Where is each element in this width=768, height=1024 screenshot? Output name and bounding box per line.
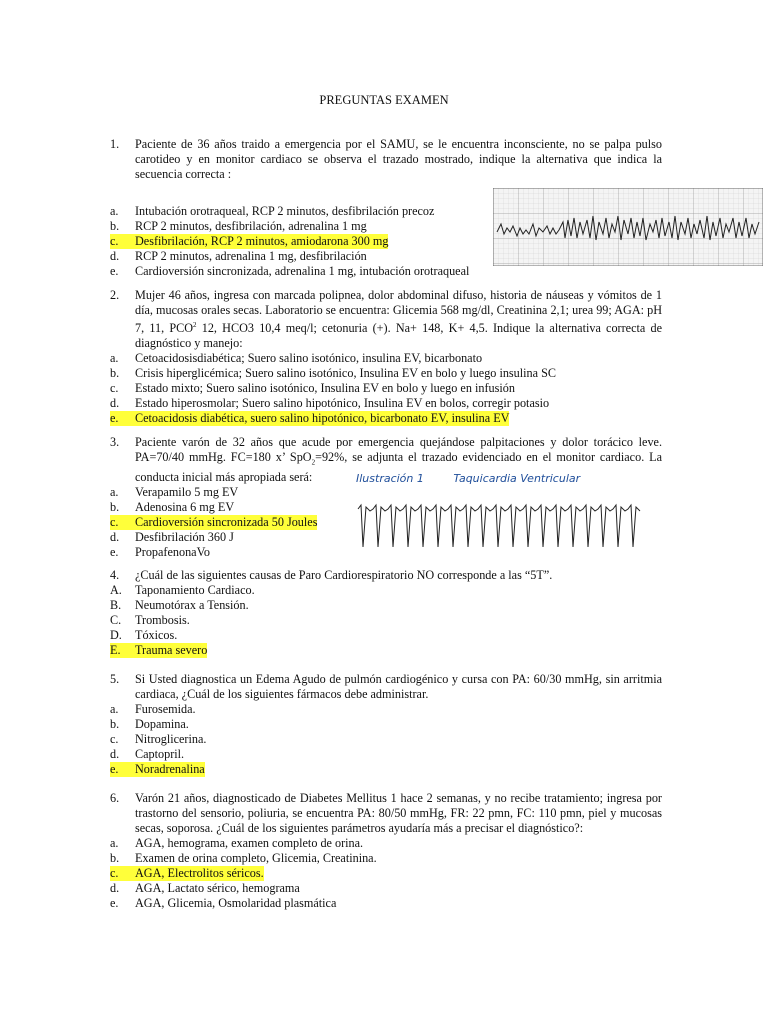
option-d: d. RCP 2 minutos, adrenalina 1 mg, desfibrilación [110,249,367,263]
question-stem: ¿Cuál de las siguientes causas de Paro Cardiorespiratorio NO corresponde a las “5T”. [135,568,553,582]
question-number: 1. [110,137,120,151]
option-b: b. Adenosina 6 mg EV [110,500,235,515]
option-c-correct: c. Desfibrilación, RCP 2 minutos, amiodarona 300 mg [110,234,389,248]
option-e: e. Cardioversión sincronizada, adrenalina 1 mg, intubación orotraqueal [110,264,470,278]
question-stem: Varón 21 años, diagnosticado de Diabetes Mellitus 1 hace 2 semanas, y no recibe tratamiento; ingresa por trastorno del sensorio, poliuria, se encuentra PA: 80/50 mmHg, FR: 22 pmn, FC: 110 pmn, piel y mucosas secas, soporosa. ¿Cuál de los siguientes parámetros ayudaría más a precisar el diagnóstico?: [135,791,662,835]
option-b: b. RCP 2 minutos, desfibrilación, adrenalina 1 mg [110,219,367,233]
option-b: b. Dopamina. [110,717,189,731]
option-a: a. Verapamilo 5 mg EV [110,485,239,500]
question-stem: Paciente de 36 años traido a emergencia por el SAMU, se le encuentra inconsciente, no se palpa pulso carotideo y en monitor cardiaco se observa el trazado mostrado, indique la alternativa que indica la secuencia correcta : [135,137,662,181]
option-a: a. Furosemida. [110,702,196,716]
option-e-correct: E. Trauma severo [110,643,208,657]
question-number: 5. [110,672,120,686]
caption-label: Ilustración 1 [356,472,424,485]
option-c-correct: c. Cardioversión sincronizada 50 Joules [110,515,318,530]
option-c-correct: c. AGA, Electrolitos séricos. [110,866,264,880]
option-d: d. AGA, Lactato sérico, hemograma [110,881,300,895]
option-d: d. Desfibrilación 360 J [110,530,234,545]
option-e: e. PropafenonaVo [110,545,210,560]
question-stem: Mujer 46 años, ingresa con marcada polipnea, dolor abdominal difuso, historia de náuseas y vómitos de 1 día, mucosas orales secas. Laboratorio se encuentra: Glicemia 568 mg/dl, Creatinina 2,1; urea 99; AGA: pH 7, 11, PCO$^2$ 12, HCO3 10,4 meq/l; cetonuria (+). Na+ 148, K+ 4,5. Indique la alternativa correcta de diagnóstico y manejo: [135,288,662,351]
option-a: a. Cetoacidosisdiabética; Suero salino isotónico, insulina EV, bicarbonato [110,351,483,366]
question-6 [110,791,662,911]
option-e: e. AGA, Glicemia, Osmolaridad plasmática [110,896,337,910]
option-e-correct: e. Noradrenalina [110,762,205,776]
question-5 [110,672,662,777]
option-b: b. Crisis hiperglicémica; Suero salino isotónico, Insulina EV en bolo y luego insulina SC [110,366,556,381]
question-number: 6. [110,791,120,805]
question-number: 3. [110,435,120,449]
question-stem: Si Usted diagnostica un Edema Agudo de pulmón cardiogénico y cursa con PA: 60/30 mmHg, sin arritmia cardiaca, ¿Cuál de los siguientes fármacos debe administrar. [135,672,662,701]
option-d: d. Captopril. [110,747,185,761]
question-number: 2. [110,288,120,302]
question-number: 4. [110,568,120,582]
figure-caption [356,472,606,485]
question-stem: Paciente varón de 32 años que acude por emergencia quejándose palpitaciones y dolor torácico leve. PA=70/40 mmHg. FC=180 x’ SpO$_2$=92%, se adjunta el trazado evidenciado en el monitor cardiaco. La conducta inicial más apropiada será: [135,435,662,485]
option-a: a. AGA, hemograma, examen completo de orina. [110,836,364,850]
option-d: d. Estado hiperosmolar; Suero salino hipotónico, Insulina EV en bolos, corregir potasio [110,396,550,411]
page-title: PREGUNTAS EXAMEN [319,93,449,107]
option-a: A. Taponamiento Cardiaco. [110,583,255,597]
option-b: b. Examen de orina completo, Glicemia, Creatinina. [110,851,377,865]
caption-rhythm: Taquicardia Ventricular [453,472,581,485]
option-c: c. Nitroglicerina. [110,732,207,746]
option-b: B. Neumotórax a Tensión. [110,598,249,612]
option-a: a. Intubación orotraqueal, RCP 2 minutos, desfibrilación precoz [110,204,435,218]
option-e-correct: e. Cetoacidosis diabética, suero salino hipotónico, bicarbonato EV, insulina EV [110,411,510,426]
option-c: C. Trombosis. [110,613,190,627]
option-d: D. Tóxicos. [110,628,178,642]
ecg-strip-ventricular-fibrillation [493,188,763,266]
question-4 [110,568,662,658]
question-2 [110,288,662,426]
option-c: c. Estado mixto; Suero salino isotónico, Insulina EV en bolo y luego en infusión [110,381,515,396]
ecg-strip-ventricular-tachycardia [356,497,646,555]
